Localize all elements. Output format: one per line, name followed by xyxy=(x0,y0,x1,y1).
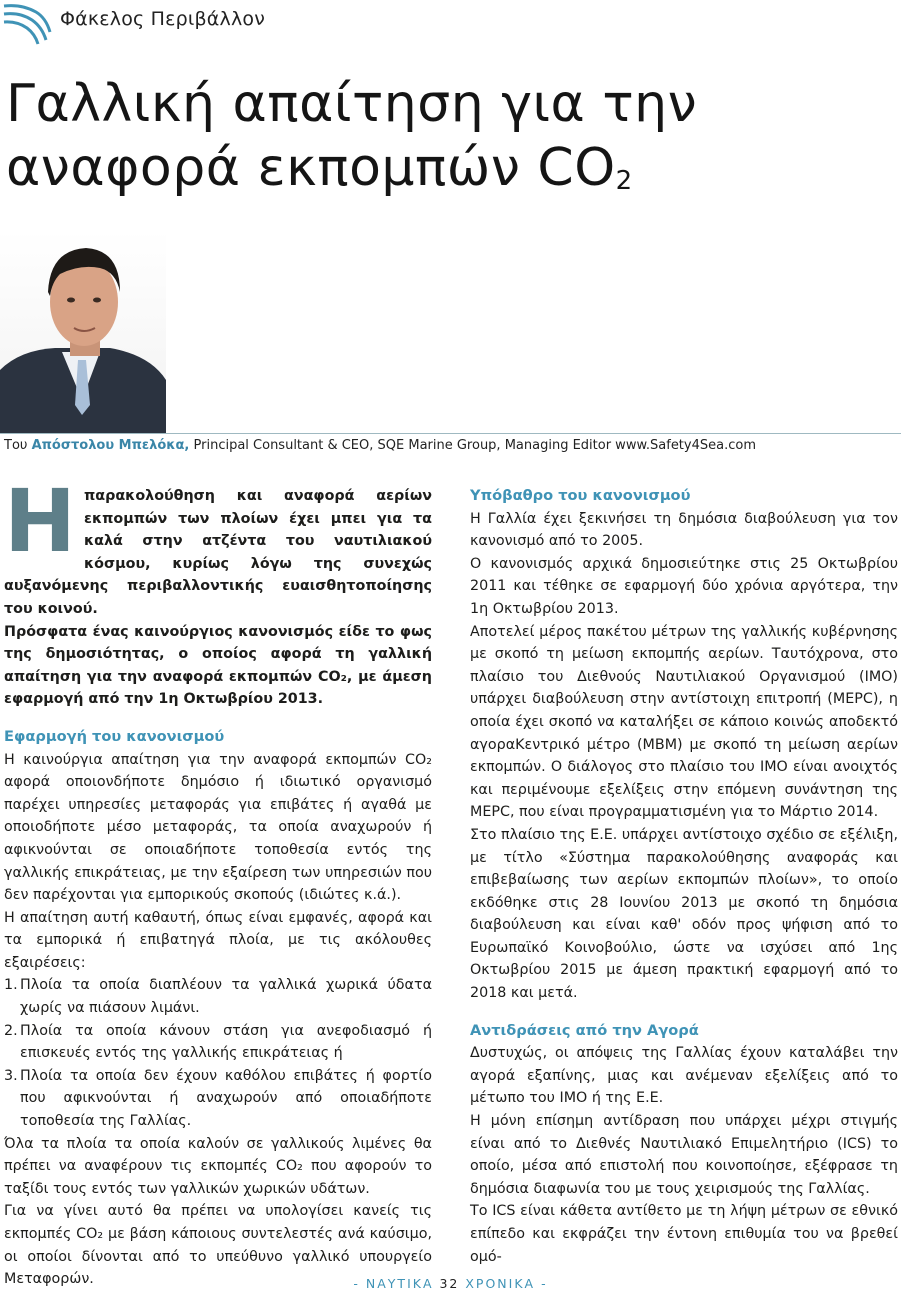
list-item xyxy=(4,1020,432,1065)
paragraph: Για να γίνει αυτό θα πρέπει να υπολογίσει κανείς τις εκπομπές CO₂ με βάση κάποιους συντελεστές ανά καύσιμο, οι οποίοι δίνονται από το υπεύθυνο γαλλικό υπουργείο Μεταφορών. xyxy=(4,1203,432,1288)
article-title-main: Γαλλική απαίτηση για την αναφορά εκπομπών CO xyxy=(6,74,698,198)
page-footer xyxy=(0,1276,901,1291)
article-title xyxy=(6,72,886,209)
section-heading: Εφαρμογή του κανονισμού xyxy=(4,727,225,745)
wave-swoosh-icon xyxy=(2,2,52,46)
byline-details: Principal Consultant & CEO, SQE Marine Group, Managing Editor www.Safety4Sea.com xyxy=(189,438,756,453)
footer-right: ΧΡΟΝΙΚΑ - xyxy=(459,1276,548,1291)
intro-text: παρακολούθηση και αναφορά αερίων εκπομπών των πλοίων έχει μπει για τα καλά στην ατζέντα του ναυτιλιακού κόσμου, κυρίως λόγω της συνεχώς αυξανόμενης περιβαλλοντικής ευαισθητοποίησης του κοινού. xyxy=(4,488,432,617)
drop-cap: Η xyxy=(4,472,76,572)
paragraph: Η απαίτηση αυτή καθαυτή, όπως είναι εμφανές, αφορά και τα εμπορικά ή επιβατηγά πλοία, με τις ακόλουθες εξαιρέσεις: xyxy=(4,909,432,971)
paragraph: Η Γαλλία έχει ξεκινήσει τη δημόσια διαβούλευση για τον κανονισμό από το 2005. xyxy=(470,510,898,550)
byline-prefix: Του xyxy=(4,438,32,453)
byline-divider xyxy=(0,433,901,434)
list-item xyxy=(4,974,432,1019)
list-text: Πλοία τα οποία διαπλέουν τα γαλλικά χωρικά ύδατα χωρίς να πιάσουν λιμάνι. xyxy=(20,977,432,1017)
author-name: Απόστολου Μπελόκα, xyxy=(31,438,190,453)
left-column xyxy=(4,472,432,1291)
paragraph: Το ICS είναι κάθετα αντίθετο με τη λήψη μέτρων σε εθνικό επίπεδο και εκφράζει την έντονη επιθυμία του να βρεθεί ομό- xyxy=(470,1203,898,1265)
intro-paragraph xyxy=(4,472,432,621)
paragraph: Αποτελεί μέρος πακέτου μέτρων της γαλλικής κυβέρνησης με σκοπό τη μείωση εκπομπής αερίων. Ταυτόχρονα, στο πλαίσιο του Διεθνούς Ναυτιλιακού Οργανισμού (ΙΜΟ) υπάρχει διαβούλευση στην αντίστοιχη επιτροπή (MEPC), η οποία έχει σκοπό να καταλήξει σε κάποιο κοινώς αποδεκτό αγοραKεντρικό μέτρο (MBM) με σκοπό τη μείωση αερίων εκπομπών. Ο διάλογος στο πλαίσιο του ΙΜΟ είναι ανοιχτός και περιμένουμε εξελίξεις στην επόμενη συνάντηση της MEPC, που είναι προγραμματισμένη για το Μάρτιο 2014. xyxy=(470,623,898,821)
intro-paragraph-2: Πρόσφατα ένας καινούργιος κανονισμός είδε το φως της δημοσιότητας, ο οποίος αφορά τη γαλλική απαίτηση για την αναφορά εκπομπών CO₂, με άμεση εφαρμογή από την 1η Οκτωβρίου 2013. xyxy=(4,623,432,708)
article-title-subscript: 2 xyxy=(615,166,633,196)
paragraph: Στο πλαίσιο της Ε.Ε. υπάρχει αντίστοιχο σχέδιο σε εξέλιξη, με τίτλο «Σύστημα παρακολούθησης αναφοράς και επιβεβαίωσης των αερίων εκπομπών πλοίων», το οποίο εκδόθηκε στις 28 Ιουνίου 2013 με σκοπό τη δημόσια διαβούλευση και είναι καθ' οδόν προς ψήφιση από το Ευρωπαϊκό Κοινοβούλιο, ώστε να ισχύσει από 1ης Οκτωβρίου 2015 με άμεση πρακτική εφαρμογή από το 2018 και μετά. xyxy=(470,826,898,1002)
paragraph: Η μόνη επίσημη αντίδραση που υπάρχει μέχρι στιγμής είναι από το Διεθνές Ναυτιλιακό Επιμελητήριο (ICS) το οποίο, μέσα από επιστολή που κοινοποίησε, εξέφρασε τη δημόσια διαφωνία του με τους χειρισμούς της Γαλλίας. xyxy=(470,1113,898,1197)
paragraph: Όλα τα πλοία τα οποία καλούν σε γαλλικούς λιμένες θα πρέπει να αναφέρουν τις εκπομπές CO₂ που αφορούν το ταξίδι τους εντός των γαλλικών χωρικών υδάτων. xyxy=(4,1135,432,1197)
byline xyxy=(4,438,756,453)
list-number: 1. xyxy=(4,977,18,994)
list-number: 3. xyxy=(4,1067,18,1084)
list-text: Πλοία τα οποία δεν έχουν καθόλου επιβάτες ή φορτίο που αφικνούνται ή αναχωρούν από οποιαδήποτε τοποθεσία της Γαλλίας. xyxy=(20,1067,432,1130)
section-label: Φάκελος Περιβάλλον xyxy=(60,8,266,30)
paragraph: Ο κανονισμός αρχικά δημοσιεύτηκε στις 25 Οκτωβρίου 2011 και τέθηκε σε εφαρμογή δύο χρόνια αργότερα, την 1η Οκτωβρίου 2013. xyxy=(470,555,898,617)
section-heading: Υπόβαθρο του κανονισμού xyxy=(470,487,691,504)
list-number: 2. xyxy=(4,1022,18,1039)
page-number: 32 xyxy=(439,1276,460,1291)
author-portrait xyxy=(0,230,166,434)
paragraph: Η καινούργια απαίτηση για την αναφορά εκπομπών CO₂ αφορά οποιονδήποτε δημόσιο ή ιδιωτικό οργανισμό παρέχει υπηρεσίες μεταφοράς για επιβάτες ή αγαθά με οποιοδήποτε μέσο μεταφοράς, τα οποία αναχωρούν ή αφικνούνται σε οποιαδήποτε τοποθεσία εντός της γαλλικής επικράτειας, με την εξαίρεση των υπηρεσιών που δεν παρέχονται για εμπορικούς σκοπούς (ιδιώτες κ.ά.). xyxy=(4,751,432,904)
section-heading: Αντιδράσεις από την Αγορά xyxy=(470,1021,699,1039)
list-text: Πλοία τα οποία κάνουν στάση για ανεφοδιασμό ή επισκευές εντός της γαλλικής επικράτειας ή xyxy=(20,1022,432,1062)
list-item xyxy=(4,1065,432,1133)
right-column xyxy=(470,485,898,1268)
paragraph: Δυστυχώς, οι απόψεις της Γαλλίας έχουν καταλάβει την αγορά εξαπίνης, μιας και ανέμεναν εξελίξεις από το μέτωπο του ΙΜΟ ή της Ε.Ε. xyxy=(470,1045,898,1107)
footer-left: - ΝΑΥΤΙΚΑ xyxy=(353,1276,440,1291)
